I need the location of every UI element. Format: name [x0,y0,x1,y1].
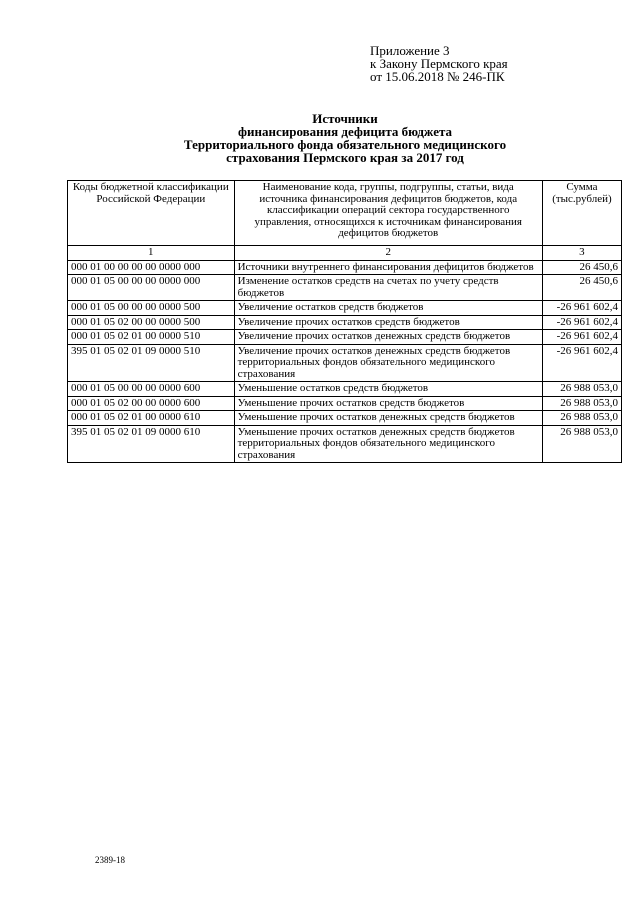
header-code: Коды бюджетной классификации Российской Федерации [68,181,235,246]
row-amount: 26 450,6 [542,260,621,275]
row-name: Увеличение прочих остатков средств бюджетов [234,315,542,330]
sources-table [67,180,622,463]
row-code: 000 01 05 00 00 00 0000 600 [68,382,235,397]
table-row [68,411,622,426]
table-header-row [68,181,622,246]
row-amount: -26 961 602,4 [542,301,621,316]
row-name: Уменьшение прочих остатков денежных средств бюджетов [234,411,542,426]
table-row [68,260,622,275]
table-row [68,315,622,330]
row-name: Уменьшение прочих остатков денежных средств бюджетов территориальных фондов обязательного медицинского страхования [234,425,542,463]
column-number-2: 2 [234,246,542,261]
row-name: Увеличение прочих остатков денежных средств бюджетов [234,330,542,345]
row-code: 000 01 05 00 00 00 0000 500 [68,301,235,316]
row-name: Уменьшение прочих остатков средств бюджетов [234,396,542,411]
table-row [68,330,622,345]
row-code: 000 01 00 00 00 00 0000 000 [68,260,235,275]
title-line-4: страхования Пермского края за 2017 год [226,150,464,165]
title-line-3: Территориального фонда обязательного медицинского [183,137,507,152]
appendix-line-2: к Закону Пермского края [370,56,508,71]
row-amount: 26 988 053,0 [542,425,621,463]
row-code: 000 01 05 02 00 00 0000 500 [68,315,235,330]
row-amount: 26 988 053,0 [542,382,621,397]
header-sum: Сумма (тыс.рублей) [542,181,621,246]
row-amount: -26 961 602,4 [542,315,621,330]
table-row [68,275,622,301]
row-code: 395 01 05 02 01 09 0000 610 [68,425,235,463]
table-row [68,382,622,397]
appendix-line-1: Приложение 3 [370,43,450,58]
header-name: Наименование кода, группы, подгруппы, статьи, вида источника финансирования дефицитов бюджетов, кода классификации операций сектора государственного управления, относящихся к источникам финансирования дефицитов бюджетов [234,181,542,246]
appendix-block [370,44,508,83]
row-code: 000 01 05 00 00 00 0000 000 [68,275,235,301]
column-number-row [68,246,622,261]
document-registration-number: 2389-18 [95,855,125,865]
row-code: 000 01 05 02 01 00 0000 510 [68,330,235,345]
row-code: 000 01 05 02 01 00 0000 610 [68,411,235,426]
row-amount: -26 961 602,4 [542,330,621,345]
column-number-1: 1 [68,246,235,261]
column-number-3: 3 [542,246,621,261]
document-title [100,112,590,164]
row-name: Изменение остатков средств на счетах по учету средств бюджетов [234,275,542,301]
table-row [68,396,622,411]
row-name: Увеличение остатков средств бюджетов [234,301,542,316]
title-line-1: Источники [312,111,378,126]
row-amount: 26 988 053,0 [542,411,621,426]
table-row [68,425,622,463]
row-name: Уменьшение остатков средств бюджетов [234,382,542,397]
row-amount: -26 961 602,4 [542,344,621,382]
row-name: Источники внутреннего финансирования дефицитов бюджетов [234,260,542,275]
row-code: 395 01 05 02 01 09 0000 510 [68,344,235,382]
appendix-line-3: от 15.06.2018 № 246-ПК [370,69,505,84]
table-row [68,301,622,316]
title-line-2: финансирования дефицита бюджета [237,124,453,139]
row-amount: 26 988 053,0 [542,396,621,411]
row-name: Увеличение прочих остатков денежных средств бюджетов территориальных фондов обязательного медицинского страхования [234,344,542,382]
table-row [68,344,622,382]
row-amount: 26 450,6 [542,275,621,301]
row-code: 000 01 05 02 00 00 0000 600 [68,396,235,411]
